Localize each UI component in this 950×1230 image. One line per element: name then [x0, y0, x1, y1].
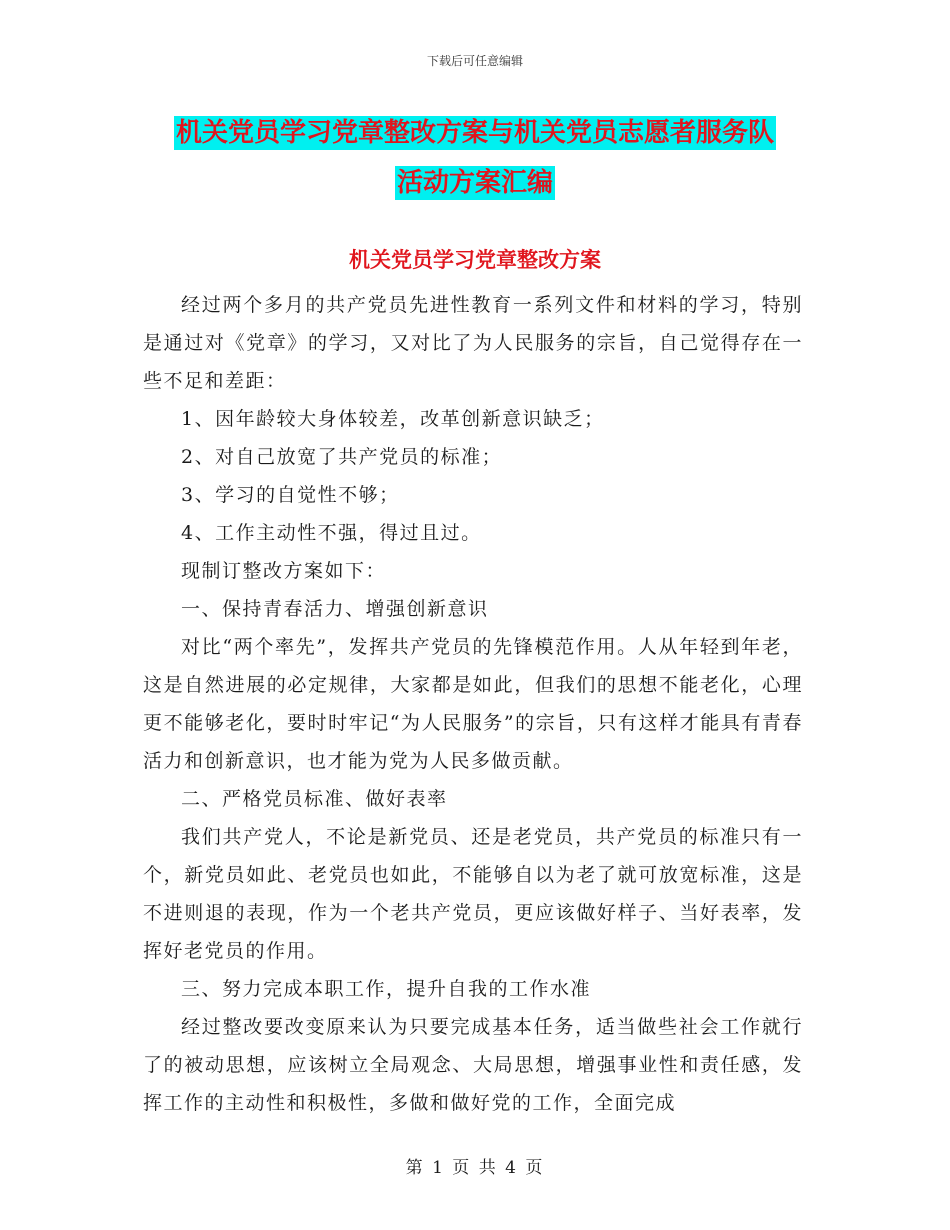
title-line-2: 活动方案汇编: [396, 168, 553, 198]
header-note: 下载后可任意编辑: [426, 54, 523, 68]
paragraph: 我们共产党人，不论是新党员、还是老党员，共产党员的标准只有一个，新党员如此、老党员也如此，不能够自以为老了就可放宽标准，这是不进则退的表现，作为一个老共产党员，更应该做好样子、当好表率，发挥好老党员的作用。: [143, 826, 803, 962]
paragraph: 1、因年龄较大身体较差，改革创新意识缺乏；: [181, 408, 605, 430]
paragraph: 经过整改要改变原来认为只要完成基本任务，适当做些社会工作就行了的被动思想，应该树立全局观念、大局思想，增强事业性和责任感，发挥工作的主动性和积极性，多做和做好党的工作，全面完成: [143, 1016, 803, 1114]
document-title: [0, 108, 950, 208]
paragraph: 2、对自己放宽了共产党员的标准；: [181, 446, 503, 468]
paragraph: 对比“两个率先”，发挥共产党员的先锋模范作用。人从年轻到年老，这是自然进展的必定规律，大家都是如此，但我们的思想不能老化，心理更不能够老化，要时时牢记“为人民服务”的宗旨，只有这样才能具有青春活力和创新意识，也才能为党为人民多做贡献。: [143, 636, 803, 772]
paragraph: 一、保持青春活力、增强创新意识: [181, 598, 489, 620]
paragraph: 现制订整改方案如下：: [181, 560, 387, 582]
paragraph: 3、学习的自觉性不够；: [181, 484, 400, 506]
title-line-1: 机关党员学习党章整改方案与机关党员志愿者服务队: [175, 118, 774, 148]
section-title: 机关党员学习党章整改方案: [349, 247, 601, 272]
paragraph: 三、努力完成本职工作，提升自我的工作水准: [181, 978, 592, 1000]
paragraph: 4、工作主动性不强，得过且过。: [181, 522, 482, 544]
paragraph: 二、严格党员标准、做好表率: [181, 788, 448, 810]
paragraph: 经过两个多月的共产党员先进性教育一系列文件和材料的学习，特别是通过对《党章》的学习，又对比了为人民服务的宗旨，自己觉得存在一些不足和差距：: [143, 294, 803, 392]
document-body: [143, 286, 803, 1122]
page-number-footer: 第 1 页 共 4 页: [405, 1158, 545, 1178]
